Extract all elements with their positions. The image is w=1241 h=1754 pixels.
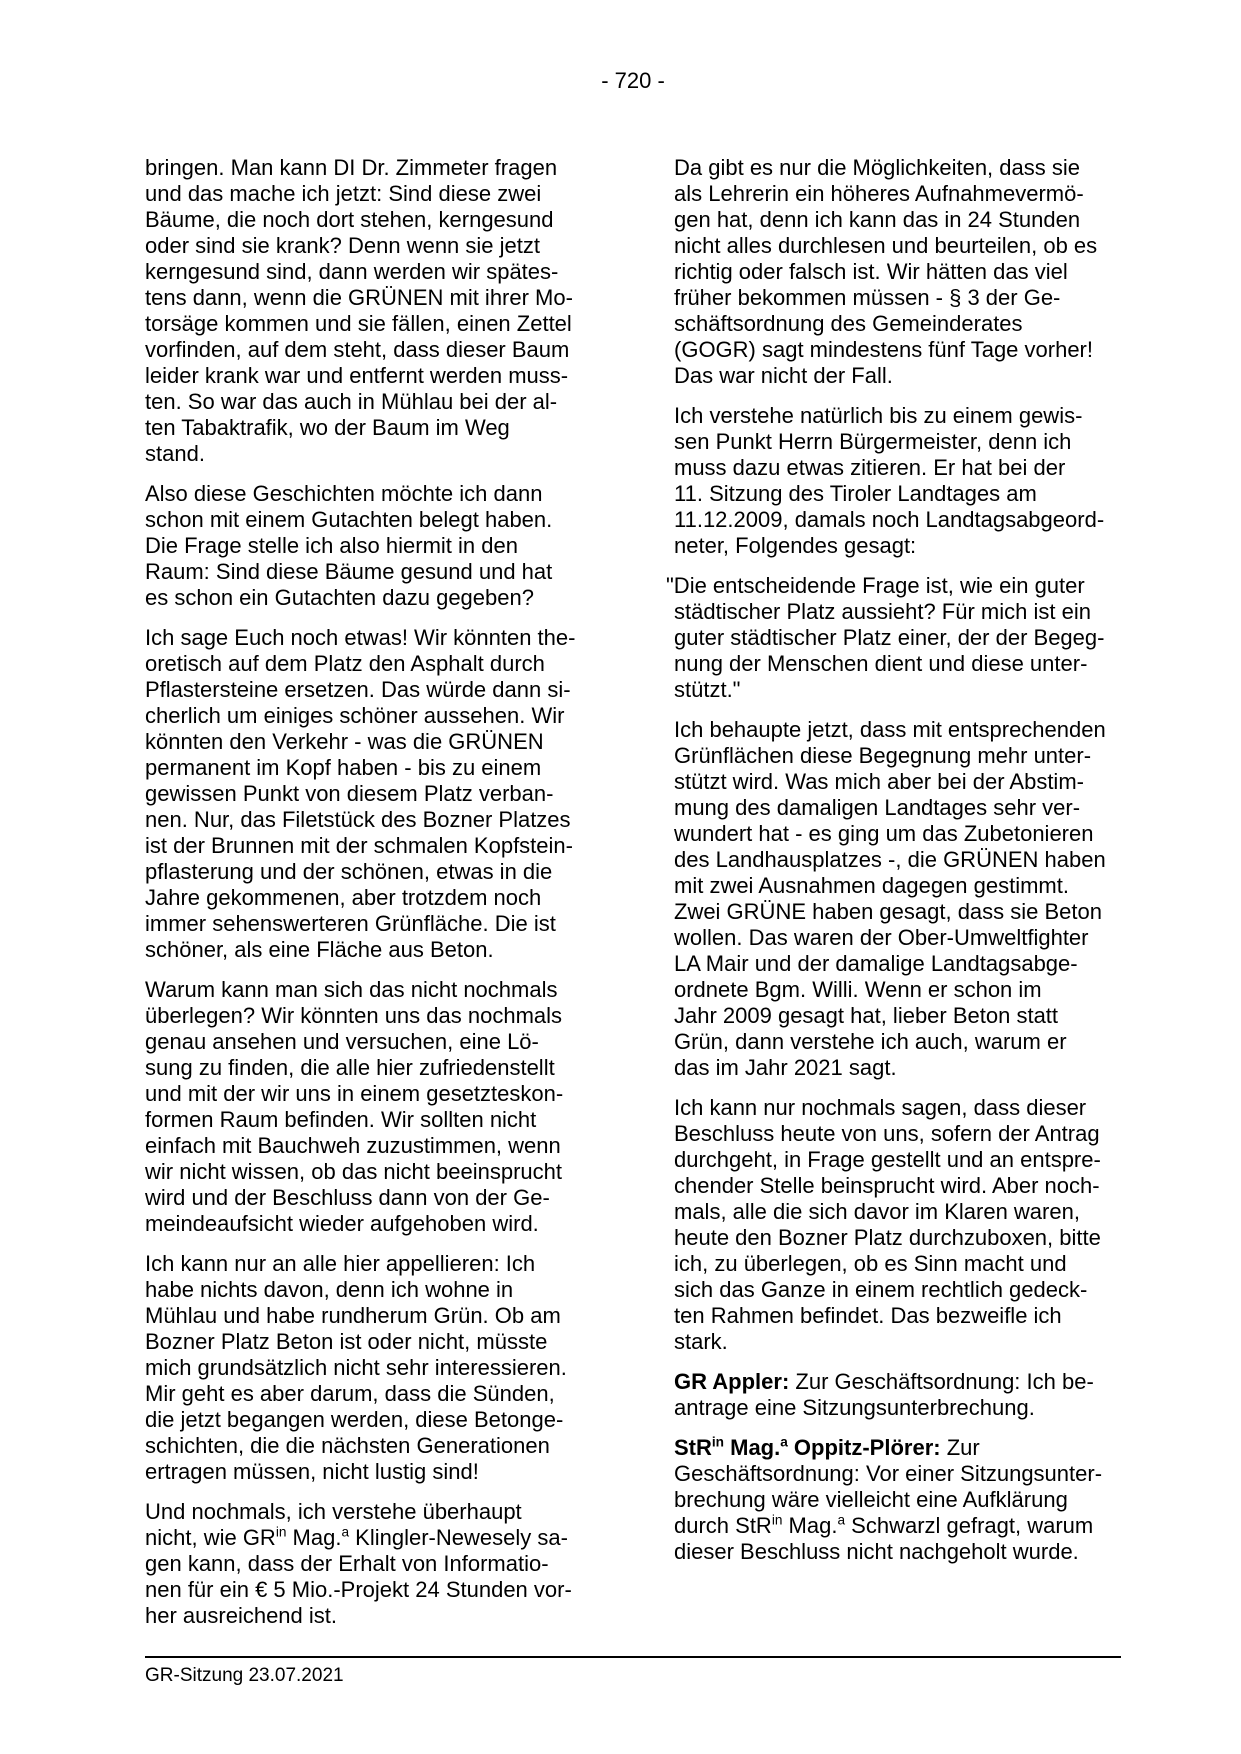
text-column-left: [145, 155, 619, 1643]
paragraph: "Die entscheidende Frage ist, wie ein guter städtischer Platz aussieht? Für mich ist ein guter städtischer Platz einer, der der Begeg- nung der Menschen dient und diese unter- stützt.": [666, 573, 1105, 702]
paragraph: StR$^{in}$ Mag.$^a$ Oppitz-Plörer: Zur Geschäftsordnung: Vor einer Sitzungsunter- brechung wäre vielleicht eine Aufklärung durch StR$^{in}$ Mag.$^a$ Schwarzl gefragt, warum dieser Beschluss nicht nachgeholt wurde.: [674, 1434, 1103, 1564]
paragraph: Da gibt es nur die Möglichkeiten, dass sie als Lehrerin ein höheres Aufnahmevermö- gen hat, denn ich kann das in 24 Stunden nicht alles durchlesen und beurteilen, ob es richtig oder falsch ist. Wir hätten das viel früher bekommen müssen - § 3 der Ge- schäftsordnung des Gemeinderates (GOGR) sagt mindestens fünf Tage vorher! Das war nicht der Fall.: [674, 155, 1098, 388]
paragraph: Ich kann nur an alle hier appellieren: Ich habe nichts davon, denn ich wohne in Mühlau und habe rundherum Grün. Ob am Bozner Platz Beton ist oder nicht, müsste mich grundsätzlich nicht sehr interessieren. Mir geht es aber darum, dass die Sünden, die jetzt begangen werden, diese Betonge- schichten, die die nächsten Generationen ertragen müssen, nicht lustig sind!: [145, 1251, 567, 1484]
paragraph: Also diese Geschichten möchte ich dann schon mit einem Gutachten belegt haben. Die Frage stelle ich also hiermit in den Raum: Sind diese Bäume gesund und hat es schon ein Gutachten dazu gegeben?: [145, 481, 553, 610]
paragraph: GR Appler: Zur Geschäftsordnung: Ich be- antrage eine Sitzungsunterbrechung.: [674, 1369, 1094, 1420]
paragraph: Ich behaupte jetzt, dass mit entsprechenden Grünflächen diese Begegnung mehr unter- stützt wird. Was mich aber bei der Abstim- mung des damaligen Landtages sehr ver- wundert hat - es ging um das Zubetonieren des Landhausplatzes -, die GRÜNEN haben mit zwei Ausnahmen dagegen gestimmt. Zwei GRÜNE haben gesagt, dass sie Beton wollen. Das waren der Ober-Umweltfighter LA Mair und der damalige Landtagsabge- ordnete Bgm. Willi. Wenn er schon im Jahr 2009 gesagt hat, lieber Beton statt Grün, dann verstehe ich auch, warum er das im Jahr 2021 sagt.: [674, 717, 1106, 1080]
page-number: - 720 -: [601, 68, 665, 93]
paragraph: Ich kann nur nochmals sagen, dass dieser Beschluss heute von uns, sofern der Antrag durchgeht, in Frage gestellt und an entspre- chender Stelle beinsprucht wird. Aber noch- mals, alle die sich davor im Klaren waren, heute den Bozner Platz durchzuboxen, bitte ich, zu überlegen, ob es Sinn macht und sich das Ganze in einem rechtlich gedeck- ten Rahmen befindet. Das bezweifle ich stark.: [674, 1095, 1101, 1354]
footer-session-label: GR-Sitzung 23.07.2021: [145, 1665, 344, 1686]
footer-divider: [145, 1656, 1121, 1658]
paragraph: Ich sage Euch noch etwas! Wir könnten the- oretisch auf dem Platz den Asphalt durch Pflastersteine ersetzen. Das würde dann si- cherlich um einiges schöner aussehen. Wir könnten den Verkehr - was die GRÜNEN permanent im Kopf haben - bis zu einem gewissen Punkt von diesem Platz verban- nen. Nur, das Filetstück des Bozner Platzes ist der Brunnen mit der schmalen Kopfstein- pflasterung und der schönen, etwas in die Jahre gekommenen, aber trotzdem noch immer sehenswerteren Grünfläche. Die ist schöner, als eine Fläche aus Beton.: [145, 625, 576, 962]
paragraph: bringen. Man kann DI Dr. Zimmeter fragen und das mache ich jetzt: Sind diese zwei Bäume, die noch dort stehen, kerngesund oder sind sie krank? Denn wenn sie jetzt kerngesund sind, dann werden wir spätes- tens dann, wenn die GRÜNEN mit ihrer Mo- torsäge kommen und sie fällen, einen Zettel vorfinden, auf dem steht, dass dieser Baum leider krank war und entfernt werden muss- ten. So war das auch in Mühlau bei der al- ten Tabaktrafik, wo der Baum im Weg stand.: [145, 155, 573, 466]
paragraph: Und nochmals, ich verstehe überhaupt nicht, wie $GR^{in}$ Mag.$^a$ Klingler-Newesely sa- gen kann, dass der Erhalt von Informatio- nen für ein € 5 Mio.-Projekt 24 Stunden vor- her ausreichend ist.: [145, 1499, 572, 1628]
paragraph: Warum kann man sich das nicht nochmals überlegen? Wir könnten uns das nochmals genau ansehen und versuchen, eine Lö- sung zu finden, die alle hier zufriedenstellt und mit der wir uns in einem gesetzteskon- formen Raum befinden. Wir sollten nicht einfach mit Bauchweh zuzustimmen, wenn wir nicht wissen, ob das nicht beeinsprucht wird und der Beschluss dann von der Ge- meindeaufsicht wieder aufgehoben wird.: [145, 977, 564, 1236]
text-column-right: [666, 155, 1148, 1579]
paragraph: Ich verstehe natürlich bis zu einem gewis- sen Punkt Herrn Bürgermeister, denn ich muss dazu etwas zitieren. Er hat bei der 11. Sitzung des Tiroler Landtages am 11.12.2009, damals noch Landtagsabgeord- neter, Folgendes gesagt:: [674, 403, 1105, 558]
text-columns: [145, 155, 1121, 1643]
